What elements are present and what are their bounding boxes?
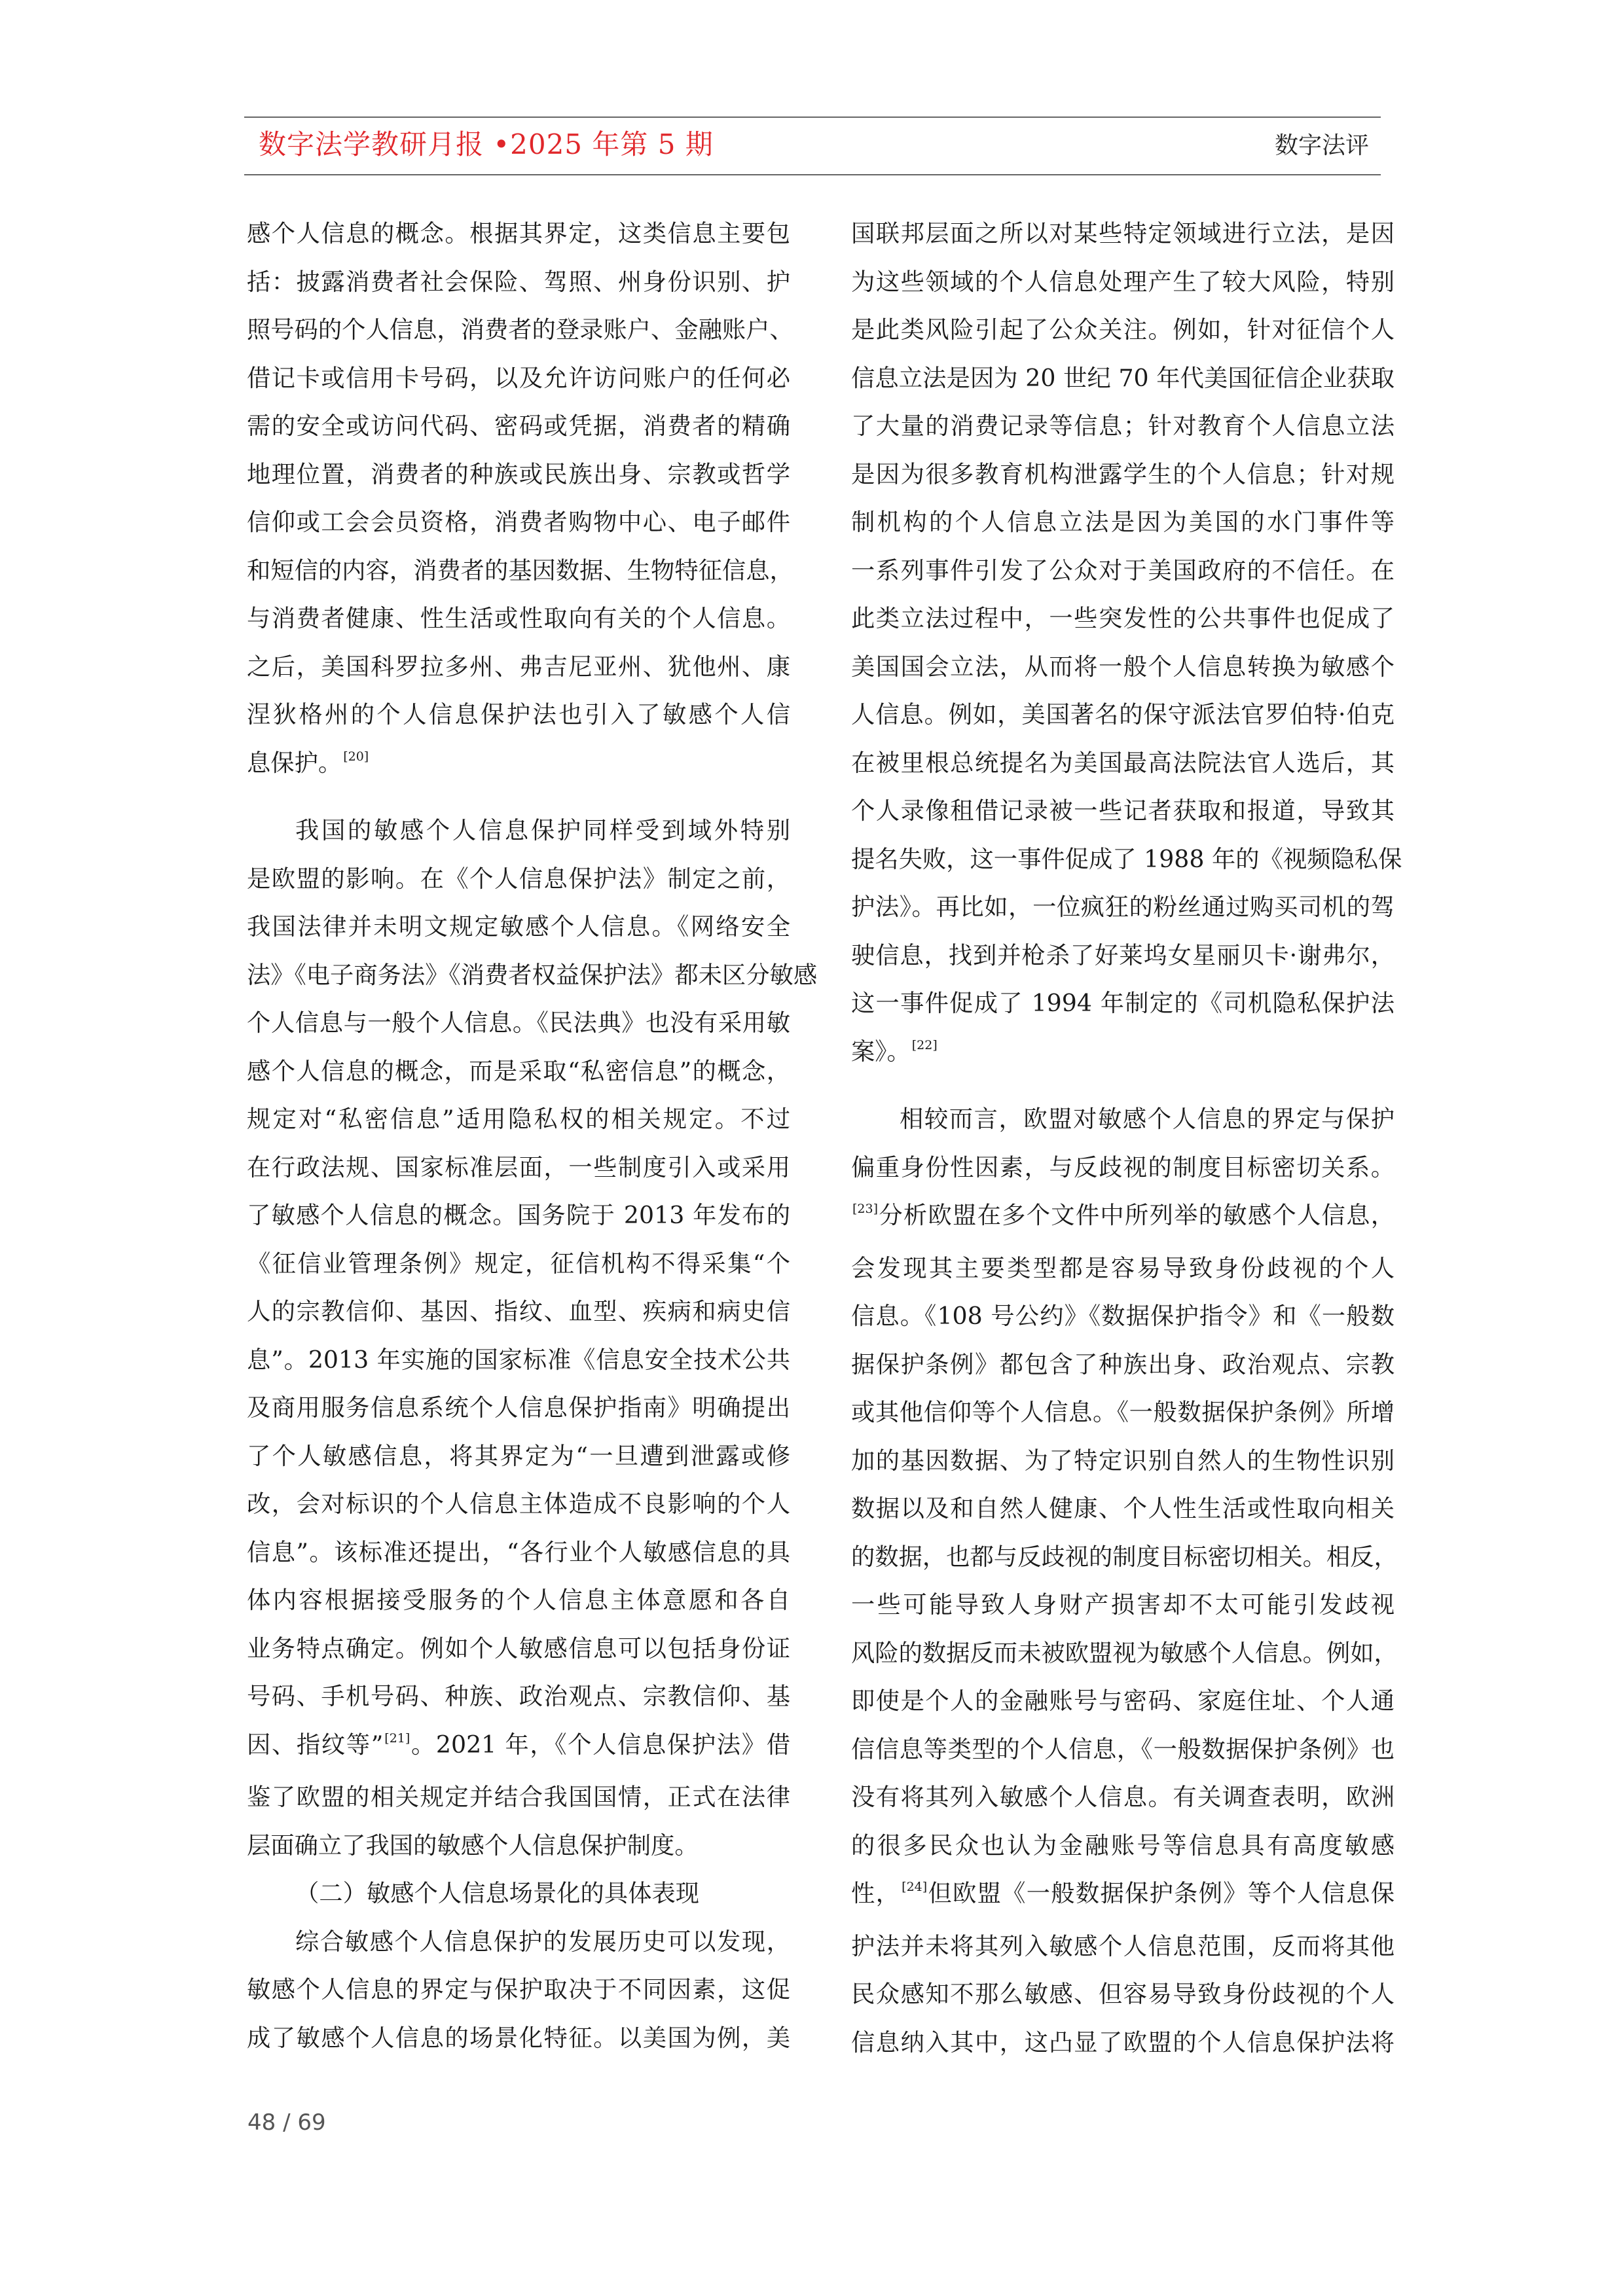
line-text: 个人信息与一般个人信息。《民法典》也没有采用敏 — [247, 1009, 790, 1037]
text-line — [851, 1484, 1395, 1533]
footnote-ref: [22] — [911, 1037, 938, 1052]
text-line — [851, 739, 1395, 787]
line-text: 之后，美国科罗拉多州、弗吉尼亚州、犹他州、康 — [247, 652, 790, 681]
text-line — [247, 806, 790, 855]
text-line — [247, 354, 790, 403]
line-text: 信信息等类型的个人信息，《一般数据保护条例》也 — [851, 1734, 1395, 1763]
text-line — [851, 835, 1402, 884]
line-text: 感个人信息的概念。根据其界定，这类信息主要包 — [247, 219, 790, 247]
line-text: 照号码的个人信息，消费者的登录账户、金融账户、 — [247, 315, 793, 344]
line-text: 信息纳入其中，这凸显了欧盟的个人信息保护法将 — [851, 2028, 1395, 2056]
text-line — [247, 1095, 790, 1143]
line-text: 层面确立了我国的敏感个人信息保护制度。 — [247, 1831, 699, 1859]
line-text: 此类立法过程中，一些突发性的公共事件也促成了 — [851, 604, 1395, 632]
text-line — [247, 402, 790, 450]
text-line — [851, 1821, 1395, 1870]
text-line — [851, 1629, 1398, 1677]
line-text: 这一事件促成了 1994 年制定的《司机隐私保护法 — [851, 989, 1395, 1017]
text-line — [247, 1869, 790, 1918]
line-text: 敏感个人信息的界定与保护取决于不同因素，这促 — [247, 1975, 790, 2003]
text-line — [247, 450, 790, 499]
text-line — [851, 209, 1395, 258]
line-text: 国联邦层面之所以对某些特定领域进行立法，是因 — [851, 219, 1395, 247]
line-text: 规定对“私密信息”适用隐私权的相关规定。不过 — [247, 1105, 790, 1133]
line-text: 加的基因数据、为了特定识别自然人的生物性识别 — [851, 1446, 1395, 1475]
text-line — [851, 1340, 1395, 1389]
text-line — [851, 691, 1395, 739]
text-line — [851, 1581, 1395, 1629]
paragraph — [247, 209, 793, 791]
text-line — [247, 1965, 790, 2014]
left-column — [247, 209, 818, 2062]
text-line — [247, 1821, 790, 1870]
page-header — [244, 117, 1381, 175]
line-text: 的数据，也都与反歧视的制度目标密切相关。相反， — [851, 1542, 1398, 1571]
line-text: 案》。 — [851, 1037, 911, 1066]
line-text: 改，会对标识的个人信息主体造成不良影响的个人 — [247, 1490, 790, 1518]
line-text: 感个人信息的概念，而是采取“私密信息”的概念， — [247, 1056, 790, 1085]
text-line — [851, 1028, 1395, 1081]
line-text: 美国国会立法，从而将一般个人信息转换为敏感个 — [851, 652, 1395, 681]
line-text: 没有将其列入敏感个人信息。有关调查表明，欧洲 — [851, 1783, 1395, 1811]
line-text: 与消费者健康、性生活或性取向有关的个人信息。 — [247, 604, 790, 632]
line-text: 为这些领域的个人信息处理产生了较大风险，特别 — [851, 267, 1395, 296]
text-line — [851, 594, 1395, 643]
text-line — [851, 1095, 1395, 1143]
line-text: 偏重身份性因素，与反歧视的制度目标密切关系。 — [851, 1153, 1395, 1181]
section-heading — [247, 1869, 790, 1918]
line-text: 相较而言，欧盟对敏感个人信息的界定与保护 — [900, 1105, 1395, 1133]
line-text: 息”。2013 年实施的国家标准《信息安全技术公共 — [247, 1345, 790, 1374]
line-text: 我国的敏感个人信息保护同样受到域外特别 — [295, 816, 790, 844]
line-text: 的很多民众也认为金融账号等信息具有高度敏感 — [851, 1831, 1395, 1859]
text-line — [851, 1143, 1395, 1192]
line-text: 是欧盟的影响。在《个人信息保护法》制定之前， — [247, 864, 790, 893]
line-text: 因、指纹等” — [247, 1730, 384, 1759]
footnote-ref: [21] — [384, 1731, 410, 1746]
line-text: 即使是个人的金融账号与密码、家庭住址、个人通 — [851, 1687, 1395, 1715]
text-line — [851, 1437, 1395, 1485]
text-line — [247, 1047, 790, 1096]
text-line — [247, 643, 790, 691]
text-line — [851, 1922, 1395, 1971]
section-title: 数字法评 — [1274, 132, 1369, 159]
line-text: 性， — [851, 1879, 901, 1907]
text-line — [851, 306, 1395, 354]
line-text: 信息立法是因为 20 世纪 70 年代美国征信企业获取 — [851, 363, 1395, 392]
text-line — [247, 1576, 790, 1624]
text-line — [247, 2014, 790, 2062]
paragraph — [247, 1918, 790, 2062]
footnote-ref: [24] — [902, 1880, 928, 1894]
paragraph — [851, 209, 1402, 1080]
text-line — [851, 1869, 1395, 1922]
line-text: 地理位置，消费者的种族或民族出身、宗教或哲学 — [247, 459, 790, 488]
text-line — [851, 402, 1395, 450]
line-text: 但欧盟《一般数据保护条例》等个人信息保 — [927, 1879, 1395, 1907]
text-line — [851, 1388, 1395, 1437]
line-text: 括：披露消费者社会保险、驾照、州身份识别、护 — [247, 267, 790, 296]
text-line — [247, 903, 790, 951]
paragraph — [851, 1095, 1398, 2066]
text-line — [247, 209, 790, 258]
line-text: （二）敏感个人信息场景化的具体表现 — [295, 1879, 700, 1907]
text-line — [851, 258, 1395, 306]
line-text: 驶信息，找到并枪杀了好莱坞女星丽贝卡·谢弗尔， — [851, 941, 1395, 969]
text-line — [851, 498, 1395, 547]
text-line — [851, 883, 1395, 931]
text-line — [851, 1725, 1395, 1774]
line-text: 提名失败，这一事件促成了 1988 年的《视频隐私保 — [851, 844, 1402, 873]
text-line — [851, 354, 1395, 403]
line-text: 分析欧盟在多个文件中所列举的敏感个人信息， — [878, 1201, 1395, 1229]
text-line — [247, 1240, 790, 1288]
line-text: 。2021 年，《个人信息保护法》借 — [410, 1730, 790, 1759]
line-text: 风险的数据反而未被欧盟视为敏感个人信息。例如， — [851, 1638, 1398, 1667]
line-text: 是此类风险引起了公众关注。例如，针对征信个人 — [851, 315, 1395, 344]
text-line — [247, 1287, 790, 1336]
text-line — [851, 787, 1395, 835]
line-text: 鉴了欧盟的相关规定并结合我国国情，正式在法律 — [247, 1783, 790, 1811]
text-line — [247, 1480, 790, 1528]
line-text: 号码、手机号码、种族、政治观点、宗教信仰、基 — [247, 1682, 790, 1710]
text-line — [247, 999, 790, 1047]
text-line — [247, 951, 818, 999]
line-text: 民众感知不那么敏感、但容易导致身份歧视的个人 — [851, 1980, 1395, 2008]
text-line — [851, 547, 1395, 595]
line-text: 数据以及和自然人健康、个人性生活或性取向相关 — [851, 1494, 1395, 1522]
footnote-ref: [20] — [343, 749, 369, 764]
text-line — [247, 1672, 790, 1721]
line-text: 信仰或工会会员资格，消费者购物中心、电子邮件 — [247, 508, 790, 536]
line-text: 人信息。例如，美国著名的保守派法官罗伯特·伯克 — [851, 700, 1395, 728]
line-text: 及商用服务信息系统个人信息保护指南》明确提出 — [247, 1393, 790, 1422]
text-line — [247, 1384, 790, 1432]
text-line — [851, 1244, 1395, 1293]
line-text: 息保护。 — [247, 748, 342, 777]
journal-title: 数字法学教研月报 •2025 年第 5 期 — [259, 128, 714, 160]
text-line — [851, 1191, 1395, 1244]
text-line — [247, 1721, 790, 1774]
line-text: 了敏感个人信息的概念。国务院于 2013 年发布的 — [247, 1201, 790, 1229]
paragraph — [247, 806, 818, 1869]
text-line — [247, 1918, 790, 1966]
text-line — [247, 1191, 790, 1240]
text-line — [851, 1970, 1395, 2018]
text-line — [247, 1336, 790, 1384]
text-line — [851, 643, 1395, 691]
text-line — [851, 450, 1395, 499]
text-line — [247, 739, 790, 792]
line-text: 制机构的个人信息立法是因为美国的水门事件等 — [851, 508, 1395, 536]
line-text: 涅狄格州的个人信息保护法也引入了敏感个人信 — [247, 700, 790, 728]
line-text: 体内容根据接受服务的个人信息主体意愿和各自 — [247, 1586, 790, 1614]
right-column — [851, 209, 1402, 2066]
text-line — [851, 1533, 1398, 1581]
line-text: 借记卡或信用卡号码，以及允许访问账户的任何必 — [247, 363, 790, 392]
line-text: 人的宗教信仰、基因、指纹、血型、疾病和病史信 — [247, 1297, 790, 1325]
line-text: 信息。《108 号公约》《数据保护指令》和《一般数 — [851, 1302, 1395, 1330]
line-text: 了个人敏感信息，将其界定为“一旦遭到泄露或修 — [247, 1441, 790, 1470]
text-line — [851, 2018, 1395, 2067]
text-line — [247, 1432, 790, 1480]
line-text: 会发现其主要类型都是容易导致身份歧视的个人 — [851, 1253, 1395, 1282]
text-line — [247, 1624, 790, 1673]
line-text: 了大量的消费记录等信息；针对教育个人信息立法 — [851, 412, 1395, 440]
line-text: 成了敏感个人信息的场景化特征。以美国为例，美 — [247, 2023, 790, 2052]
text-line — [247, 594, 790, 643]
text-line — [851, 1773, 1395, 1821]
line-text: 个人录像租借记录被一些记者获取和报道，导致其 — [851, 797, 1395, 825]
footnote-ref: [23] — [852, 1202, 879, 1216]
line-text: 一系列事件引发了公众对于美国政府的不信任。在 — [851, 556, 1395, 584]
text-line — [247, 1773, 790, 1821]
line-text: 据保护条例》都包含了种族出身、政治观点、宗教 — [851, 1350, 1395, 1378]
line-text: 业务特点确定。例如个人敏感信息可以包括身份证 — [247, 1634, 790, 1662]
line-text: 我国法律并未明文规定敏感个人信息。《网络安全 — [247, 912, 790, 941]
text-line — [851, 979, 1395, 1028]
line-text: 综合敏感个人信息保护的发展历史可以发现， — [295, 1927, 790, 1956]
text-line — [247, 855, 790, 903]
line-text: 或其他信仰等个人信息。《一般数据保护条例》所增 — [851, 1398, 1395, 1426]
line-text: 法》《电子商务法》《消费者权益保护法》都未区分敏感 — [247, 960, 818, 989]
line-text: 一些可能导致人身财产损害却不太可能引发歧视 — [851, 1590, 1395, 1619]
text-line — [851, 1677, 1395, 1725]
line-text: 和短信的内容，消费者的基因数据、生物特征信息， — [247, 556, 793, 584]
text-line — [247, 306, 793, 354]
text-line — [247, 691, 790, 739]
line-text: 《征信业管理条例》规定，征信机构不得采集“个 — [247, 1249, 790, 1278]
text-line — [247, 1143, 790, 1192]
text-line — [851, 931, 1395, 980]
text-line — [247, 498, 790, 547]
line-text: 信息”。该标准还提出，“各行业个人敏感信息的具 — [247, 1537, 790, 1566]
text-line — [247, 1528, 790, 1577]
line-text: 在被里根总统提名为美国最高法院法官人选后，其 — [851, 748, 1395, 777]
line-text: 护法》。再比如，一位疯狂的粉丝通过购买司机的驾 — [851, 893, 1395, 921]
line-text: 在行政法规、国家标准层面，一些制度引入或采用 — [247, 1153, 790, 1181]
page-number: 48 / 69 — [247, 2109, 326, 2136]
text-line — [247, 547, 793, 595]
line-text: 护法并未将其列入敏感个人信息范围，反而将其他 — [851, 1931, 1395, 1960]
line-text: 需的安全或访问代码、密码或凭据，消费者的精确 — [247, 412, 790, 440]
line-text: 是因为很多教育机构泄露学生的个人信息；针对规 — [851, 459, 1395, 488]
text-line — [851, 1292, 1395, 1340]
text-line — [247, 258, 790, 306]
